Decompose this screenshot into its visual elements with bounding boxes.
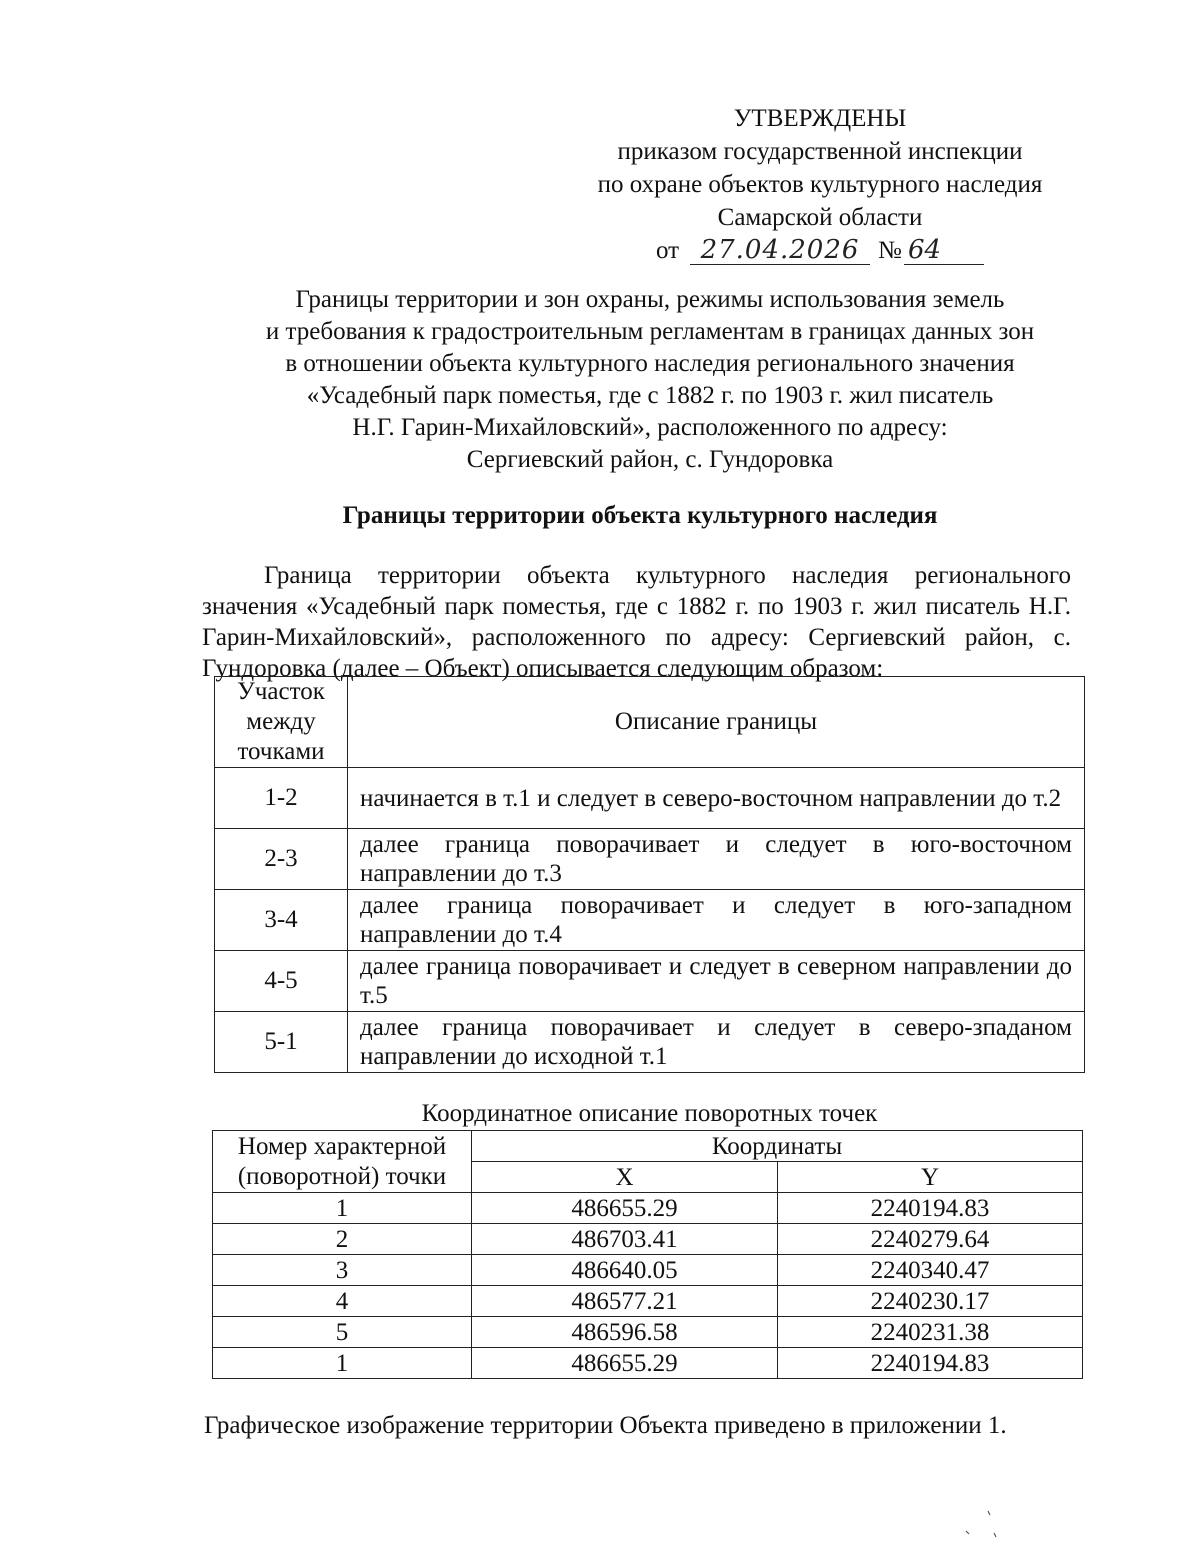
y-cell: 2240231.38 bbox=[778, 1317, 1083, 1348]
point-cell: 1 bbox=[213, 1348, 472, 1379]
header-description: Описание границы bbox=[348, 677, 1085, 768]
table-row bbox=[213, 1348, 1083, 1379]
document-title bbox=[200, 284, 1100, 476]
table-row bbox=[215, 829, 1085, 890]
header-text: (поворотной) точки bbox=[237, 1162, 447, 1190]
order-date-handwritten: 27.04.2026 bbox=[690, 234, 870, 265]
table-row bbox=[213, 1255, 1083, 1286]
x-cell: 486577.21 bbox=[472, 1286, 778, 1317]
header-text: точками bbox=[237, 738, 325, 765]
segment-cell: 5-1 bbox=[215, 1012, 348, 1073]
order-number-sign: № bbox=[878, 237, 902, 264]
segment-cell: 2-3 bbox=[215, 829, 348, 890]
order-date-line bbox=[560, 234, 1080, 267]
section-heading: Границы территории объекта культурного наследия bbox=[342, 502, 938, 529]
coordinates-table bbox=[212, 1130, 1083, 1379]
description-cell: далее граница поворачивает и следует в северо-зпаданом направлении до исходной т.1 bbox=[348, 1012, 1085, 1073]
segment-cell: 3-4 bbox=[215, 890, 348, 951]
point-cell: 1 bbox=[213, 1193, 472, 1224]
point-cell: 3 bbox=[213, 1255, 472, 1286]
x-cell: 486640.05 bbox=[472, 1255, 778, 1286]
point-cell: 4 bbox=[213, 1286, 472, 1317]
header-x: X bbox=[472, 1162, 778, 1193]
title-line: Н.Г. Гарин-Михайловский», расположенного по адресу: bbox=[352, 414, 948, 441]
header-y: Y bbox=[778, 1162, 1083, 1193]
boundary-paragraph bbox=[202, 560, 1071, 684]
segment-cell: 1-2 bbox=[215, 768, 348, 829]
y-cell: 2240230.17 bbox=[778, 1286, 1083, 1317]
boundary-table bbox=[214, 676, 1085, 1073]
title-line: в отношении объекта культурного наследия регионального значения bbox=[285, 350, 1015, 377]
coordinates-caption: Координатное описание поворотных точек bbox=[421, 1100, 878, 1127]
header-point-number bbox=[213, 1131, 472, 1193]
table-row bbox=[215, 768, 1085, 829]
approval-line: приказом государственной инспекции bbox=[617, 138, 1023, 165]
description-cell: далее граница поворачивает и следует в северном направлении до т.5 bbox=[348, 951, 1085, 1012]
table-row bbox=[213, 1286, 1083, 1317]
table-row bbox=[213, 1193, 1083, 1224]
approval-line: по охране объектов культурного наследия bbox=[597, 171, 1043, 198]
description-cell: начинается в т.1 и следует в северо-восточном направлении до т.2 bbox=[348, 768, 1085, 829]
header-coordinates: Координаты bbox=[472, 1131, 1083, 1162]
order-number-handwritten: 64 bbox=[904, 234, 984, 265]
table-row bbox=[213, 1224, 1083, 1255]
table-row bbox=[213, 1317, 1083, 1348]
y-cell: 2240279.64 bbox=[778, 1224, 1083, 1255]
x-cell: 486655.29 bbox=[472, 1193, 778, 1224]
table-row bbox=[215, 890, 1085, 951]
y-cell: 2240340.47 bbox=[778, 1255, 1083, 1286]
approval-title: УТВЕРЖДЕНЫ bbox=[733, 105, 907, 132]
title-line: «Усадебный парк поместья, где с 1882 г. по 1903 г. жил писатель bbox=[306, 382, 994, 409]
segment-cell: 4-5 bbox=[215, 951, 348, 1012]
x-cell: 486596.58 bbox=[472, 1317, 778, 1348]
table-row bbox=[215, 951, 1085, 1012]
header-text: между bbox=[246, 708, 316, 735]
point-cell: 5 bbox=[213, 1317, 472, 1348]
header-text: Участок bbox=[237, 678, 325, 705]
point-cell: 2 bbox=[213, 1224, 472, 1255]
boundary-paragraph-text: Граница территории объекта культурного наследия регионального значения «Усадебный парк поместья, где с 1882 г. по 1903 г. жил писатель Н.Г. Гарин-Михайловский», расположенного по адресу: Сергиевский район, с. Гундоровка (далее – Объект) описывается следующим образом: bbox=[202, 562, 1071, 682]
header-text: Номер характерной bbox=[237, 1132, 447, 1160]
title-line: Границы территории и зон охраны, режимы использования земель bbox=[295, 286, 1005, 313]
header-segment bbox=[215, 677, 348, 768]
x-cell: 486703.41 bbox=[472, 1224, 778, 1255]
approval-line: Самарской области bbox=[717, 204, 923, 231]
approval-block bbox=[560, 102, 1080, 267]
title-line: и требования к градостроительным регламентам в границах данных зон bbox=[265, 318, 1035, 345]
x-cell: 486655.29 bbox=[472, 1348, 778, 1379]
y-cell: 2240194.83 bbox=[778, 1193, 1083, 1224]
order-date-prefix: от bbox=[656, 237, 680, 264]
description-cell: далее граница поворачивает и следует в юго-западном направлении до т.4 bbox=[348, 890, 1085, 951]
table-header-row bbox=[215, 677, 1085, 768]
table-row bbox=[215, 1012, 1085, 1073]
description-cell: далее граница поворачивает и следует в юго-восточном направлении до т.3 bbox=[348, 829, 1085, 890]
title-line: Сергиевский район, с. Гундоровка bbox=[466, 446, 834, 473]
y-cell: 2240194.83 bbox=[778, 1348, 1083, 1379]
footer-note: Графическое изображение территории Объекта приведено в приложении 1. bbox=[204, 1412, 1007, 1439]
scan-mark bbox=[960, 1505, 1010, 1545]
table-header-row bbox=[213, 1131, 1083, 1162]
